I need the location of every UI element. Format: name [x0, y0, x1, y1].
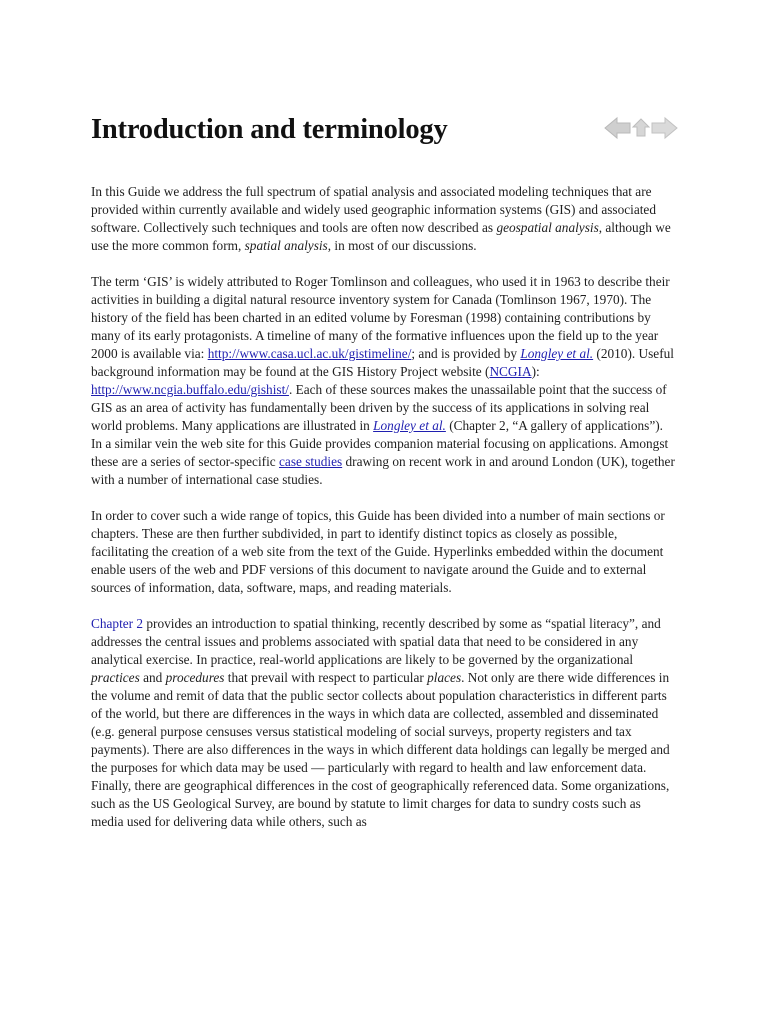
page-title: Introduction and terminology [91, 114, 448, 145]
document-page [91, 112, 676, 849]
text: . Each of these sources makes the unassailable point that the success of GIS as an area of activity has fundamentally been driven by the success of its applications in solving real world problems. Many applications are illustrated in [91, 382, 667, 433]
text: ; and is provided by [411, 346, 521, 361]
text: drawing on recent work in and around London (UK), together with a number of international case studies. [91, 454, 675, 487]
document-body [91, 183, 676, 831]
paragraph-intro [91, 183, 676, 255]
link-case-studies[interactable]: case studies [279, 454, 343, 469]
emphasis: geospatial analysis [496, 220, 599, 235]
text: provides an introduction to spatial thinking, recently described by some as “spatial literacy”, and addresses the central issues and problems associated with spatial data that need to be considered in any analytical exercise. In practice, real-world applications are likely to be governed by the organizational [91, 616, 661, 667]
text: . Not only are there wide differences in the volume and remit of data that the public sector collects about population characteristics in different parts of the world, but there are differences in the ways in which data are collected, assembled and disseminated (e.g. general purpose censuses versus statistical modeling of social surveys, property registers and tax payments). There are also differences in the ways in which different data holdings can legally be merged and the purposes for which data may be used — particularly with regard to health and law enforcement data. Finally, there are geographical differences in the cost of geographically referenced data. Some organizations, such as the US Geological Survey, are bound by statute to limit charges for data to sundry costs such as media used for delivering data while others, such as [91, 670, 670, 829]
text: In this Guide we address the full spectrum of spatial analysis and associated modeling techniques that are provided within currently available and widely used geographic information systems (GIS) and associated software. Collectively such techniques and tools are often now described as [91, 184, 656, 235]
link-longley-2[interactable]: Longley et al. [373, 418, 446, 433]
emphasis: practices [91, 670, 140, 685]
text: that prevail with respect to particular [224, 670, 428, 685]
text: In order to cover such a wide range of topics, this Guide has been divided into a number of main sections or chapters. These are then further subdivided, in part to identify distinct topics as closely as possible, facilitating the creation of a web site from the text of the Guide. Hyperlinks embedded within the document enable users of the web and PDF versions of this document to navigate around the Guide and to external sources of information, data, software, maps, and reading materials. [91, 508, 665, 595]
paragraph-structure [91, 507, 676, 597]
paragraph-history [91, 273, 676, 489]
text: (Chapter 2, “A gallery of applications”). In a similar vein the web site for this Guide provides companion material focusing on applications. Amongst these are a series of sector-specific [91, 418, 669, 469]
text: ): [531, 364, 540, 379]
emphasis: procedures [165, 670, 225, 685]
emphasis: spatial analysis [244, 238, 328, 253]
emphasis: places [427, 670, 462, 685]
link-chapter-2[interactable]: Chapter 2 [91, 616, 144, 631]
text: The term ‘GIS’ is widely attributed to Roger Tomlinson and colleagues, who used it in 1963 to describe their activities in building a digital natural resource inventory system for Canada (Tomlinson 1967, 1970). The history of the field has been charted in an edited volume by Foresman (1998) containing contributions by many of its early protagonists. A timeline of many of the formative influences upon the field up to the year 2000 is available via: [91, 274, 670, 361]
link-ncgia[interactable]: NCGIA [489, 364, 532, 379]
paragraph-chapter2 [91, 615, 676, 831]
text: , although we use the more common form, [91, 220, 671, 253]
link-gistimeline[interactable]: http://www.casa.ucl.ac.uk/gistimeline/ [207, 346, 412, 361]
link-longley[interactable]: Longley et al. [520, 346, 594, 361]
text: and [139, 670, 166, 685]
link-gishist[interactable]: http://www.ncgia.buffalo.edu/gishist/ [91, 382, 289, 397]
text: (2010). Useful background information may be found at the GIS History Project website ( [91, 346, 674, 379]
text: , in most of our discussions. [327, 238, 477, 253]
